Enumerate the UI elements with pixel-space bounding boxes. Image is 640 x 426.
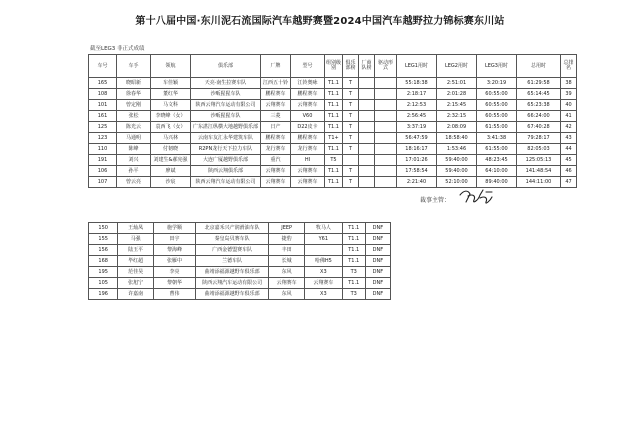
table-cell: 61:55:00 — [477, 144, 517, 155]
table-cell: 110 — [89, 144, 117, 155]
table-cell: 田宇 — [154, 234, 196, 245]
table-cell: T1.1 — [342, 256, 365, 267]
table-cell: DNF — [365, 234, 390, 245]
table-cell — [375, 166, 397, 177]
column-header: 总排名 — [561, 55, 577, 78]
table-cell: 捷豹 — [269, 234, 305, 245]
table-cell: 陕西云翔汽车运动有限公司 — [195, 278, 268, 289]
table-cell: DNF — [365, 267, 390, 278]
table-cell: 车佳颖 — [151, 78, 191, 89]
table-cell: 云翔赛车 — [291, 177, 325, 188]
table-cell: T1.1 — [342, 223, 365, 234]
table-cell: 161 — [89, 111, 117, 122]
column-header: LEG2用时 — [437, 55, 477, 78]
table-cell: T — [343, 111, 359, 122]
table-cell — [375, 155, 397, 166]
table-row — [89, 122, 577, 133]
table-cell — [375, 111, 397, 122]
table-cell: DNF — [365, 278, 390, 289]
table-cell: 沙畈猩猩车队 — [191, 111, 261, 122]
table-cell: T1.1 — [325, 177, 343, 188]
column-header: 车号 — [89, 55, 117, 78]
table-row — [89, 267, 391, 278]
table-cell — [375, 100, 397, 111]
table-cell: 168 — [89, 256, 118, 267]
table-cell: 秦皇岛贝赛车队 — [195, 234, 268, 245]
table-cell: 64:10:00 — [477, 166, 517, 177]
table-cell: 141:48:54 — [517, 166, 561, 177]
table-cell: 45 — [561, 155, 577, 166]
table-cell: 东风 — [269, 289, 305, 300]
table-cell: 60:55:00 — [477, 89, 517, 100]
table-cell — [375, 122, 397, 133]
table-cell: Y61 — [304, 234, 342, 245]
table-cell: X3 — [304, 289, 342, 300]
table-row — [89, 111, 577, 122]
table-row — [89, 278, 391, 289]
table-cell: 鹏程赛车 — [261, 133, 291, 144]
table-cell: 144:11:00 — [517, 177, 561, 188]
table-cell: 李亮 — [154, 267, 196, 278]
table-cell: T — [343, 166, 359, 177]
table-cell: T — [343, 89, 359, 100]
table-cell: 范佳昊 — [118, 267, 154, 278]
table-cell — [359, 100, 375, 111]
table-cell: T3 — [342, 289, 365, 300]
column-header: 厂商队榜 — [359, 55, 375, 78]
table-cell: 张旭宁 — [118, 278, 154, 289]
table-cell: 董红华 — [151, 89, 191, 100]
table-cell: T — [343, 177, 359, 188]
table-cell: 18:58:40 — [437, 133, 477, 144]
table-cell — [375, 133, 397, 144]
table-cell: T1.1 — [325, 89, 343, 100]
table-cell: 3:20:19 — [477, 78, 517, 89]
table-cell: T — [343, 144, 359, 155]
table-cell: 65:23:38 — [517, 100, 561, 111]
table-cell: 2:32:15 — [437, 111, 477, 122]
table-cell: 61:29:58 — [517, 78, 561, 89]
table-cell: T1.1 — [325, 78, 343, 89]
table-cell: 46 — [561, 166, 577, 177]
table-cell: 2:21:40 — [397, 177, 437, 188]
table-cell: T — [343, 133, 359, 144]
table-cell — [359, 89, 375, 100]
column-header: 型号 — [291, 55, 325, 78]
table-cell: 66:24:00 — [517, 111, 561, 122]
table-cell: 云翔赛车 — [291, 100, 325, 111]
table-cell: T5 — [325, 155, 343, 166]
table-row — [89, 100, 577, 111]
table-cell: 44 — [561, 144, 577, 155]
table-row — [89, 166, 577, 177]
table-cell: 东风 — [269, 267, 305, 278]
table-cell: 101 — [89, 100, 117, 111]
table-cell: 云翔赛车 — [269, 278, 305, 289]
table-cell — [359, 78, 375, 89]
table-cell: 82:05:03 — [517, 144, 561, 155]
table-cell: 日产 — [261, 122, 291, 133]
table-cell: 18:16:17 — [397, 144, 437, 155]
table-row — [89, 256, 391, 267]
table-cell: 60:55:00 — [477, 111, 517, 122]
table-row — [89, 234, 391, 245]
table-cell: 曾定刚 — [117, 100, 151, 111]
table-cell: 陕西云翔汽车运动有限公司 — [191, 177, 261, 188]
signature-label: 裁事主管： — [420, 197, 451, 204]
table-cell: 1:53:46 — [437, 144, 477, 155]
table-row — [89, 155, 577, 166]
table-cell: 徐春华 — [117, 89, 151, 100]
table-cell: 106 — [89, 166, 117, 177]
table-cell — [375, 78, 397, 89]
table-cell: 云南车友汇永华建筑车队 — [191, 133, 261, 144]
table-cell: 鹏程赛车 — [291, 133, 325, 144]
table-cell: DNF — [365, 256, 390, 267]
table-cell: 191 — [89, 155, 117, 166]
table-cell: 黎海峰 — [154, 245, 196, 256]
table-cell: DNF — [365, 223, 390, 234]
table-cell: 196 — [89, 289, 118, 300]
column-header: 俱乐部 — [191, 55, 261, 78]
table-cell: T3 — [342, 267, 365, 278]
table-cell: 2:18:17 — [397, 89, 437, 100]
table-cell: 曹伟 — [154, 289, 196, 300]
table-cell: 付韧晓 — [151, 144, 191, 155]
table-cell: 王灿凤 — [118, 223, 154, 234]
table-cell: 陈光云 — [117, 122, 151, 133]
table-cell: 125 — [89, 122, 117, 133]
table-cell: 三菱 — [261, 111, 291, 122]
table-cell: 云翔赛车 — [304, 278, 342, 289]
table-cell: 156 — [89, 245, 118, 256]
table-cell: 123 — [89, 133, 117, 144]
table-cell: 47 — [561, 177, 577, 188]
table-row — [89, 245, 391, 256]
table-cell: 67:40:28 — [517, 122, 561, 133]
table-row — [89, 89, 577, 100]
table-cell: 张雁中 — [154, 256, 196, 267]
table-cell: 兰德车队 — [195, 256, 268, 267]
table-row — [89, 177, 577, 188]
table-cell: 陕西云翔汽车运动有限公司 — [191, 100, 261, 111]
column-header: LEG1用时 — [397, 55, 437, 78]
table-cell: 曲靖添福源越野车俱乐部 — [195, 267, 268, 278]
table-cell: 廖斌 — [151, 166, 191, 177]
table-cell: 陕西云翔俱乐部 — [191, 166, 261, 177]
table-cell: 马强 — [118, 234, 154, 245]
table-cell: 89:40:00 — [477, 177, 517, 188]
table-cell: 42 — [561, 122, 577, 133]
table-cell: 陆玉平 — [118, 245, 154, 256]
table-cell: 刘建生&郝宪强 — [151, 155, 191, 166]
table-cell — [375, 89, 397, 100]
dnf-table — [88, 222, 391, 300]
table-cell: 许嘉南 — [118, 289, 154, 300]
table-cell: JEEP — [269, 223, 305, 234]
table-cell: 云翔赛车 — [291, 166, 325, 177]
table-cell — [304, 245, 342, 256]
table-cell: 43 — [561, 133, 577, 144]
table-cell: T1.1 — [342, 278, 365, 289]
table-cell: DNF — [365, 245, 390, 256]
table-cell: 曲靖添福源越野车俱乐部 — [195, 289, 268, 300]
table-cell: 56:47:59 — [397, 133, 437, 144]
column-header: 总用时 — [517, 55, 561, 78]
table-cell: 125:05:13 — [517, 155, 561, 166]
table-cell: 张松 — [117, 111, 151, 122]
table-cell: 曾云亮 — [117, 177, 151, 188]
table-cell: 105 — [89, 278, 118, 289]
table-cell: 52:10:00 — [437, 177, 477, 188]
table-cell: 59:40:00 — [437, 155, 477, 166]
table-cell: 48:23:45 — [477, 155, 517, 166]
table-cell: 大连广厦越野俱乐部 — [191, 155, 261, 166]
table-cell: 3:41:38 — [477, 133, 517, 144]
table-cell: 广东湛江纵横大地越野俱乐部 — [191, 122, 261, 133]
results-table — [88, 54, 577, 188]
page-title: 第十八届中国·东川泥石流国际汽车越野赛暨2024中国汽车越野拉力锦标赛东川站 — [135, 16, 505, 27]
table-cell: T1.1 — [342, 245, 365, 256]
table-cell: 袁西飞（女） — [151, 122, 191, 133]
table-cell: 广西金德盟赛车队 — [195, 245, 268, 256]
table-cell: T1.1 — [325, 166, 343, 177]
table-cell: 江西五十铃 — [261, 78, 291, 89]
table-cell — [359, 177, 375, 188]
table-cell: X3 — [304, 267, 342, 278]
table-cell — [359, 144, 375, 155]
table-cell — [375, 177, 397, 188]
table-cell: 天亮·南生拉赛车队 — [191, 78, 261, 89]
table-cell: 云翔赛车 — [261, 166, 291, 177]
table-cell: T — [343, 78, 359, 89]
table-cell: 云翔赛车 — [261, 177, 291, 188]
table-cell — [359, 111, 375, 122]
table-cell: 108 — [89, 89, 117, 100]
table-cell: 17:58:54 — [397, 166, 437, 177]
column-header: 领航 — [151, 55, 191, 78]
table-header-row — [89, 55, 577, 78]
column-header: 厂牌 — [261, 55, 291, 78]
table-cell: 鹏程赛车 — [291, 89, 325, 100]
table-cell: HI — [291, 155, 325, 166]
table-cell: 40 — [561, 100, 577, 111]
table-cell — [359, 133, 375, 144]
table-cell: 155 — [89, 234, 118, 245]
table-cell: 沙畈猩猩车队 — [191, 89, 261, 100]
table-cell: 鹏程赛车 — [261, 89, 291, 100]
table-cell: 38 — [561, 78, 577, 89]
table-cell: 沙宸 — [151, 177, 191, 188]
column-header: LEG3用时 — [477, 55, 517, 78]
table-row — [89, 144, 577, 155]
table-cell: 65:14:45 — [517, 89, 561, 100]
table-cell: 165 — [89, 78, 117, 89]
table-cell — [359, 166, 375, 177]
table-cell: T — [343, 122, 359, 133]
table-cell: 61:55:00 — [477, 122, 517, 133]
table-cell: 哈佛H5 — [304, 256, 342, 267]
table-cell: 39 — [561, 89, 577, 100]
table-cell: 2:12:53 — [397, 100, 437, 111]
table-cell: 马文科 — [151, 100, 191, 111]
table-cell: 60:55:00 — [477, 100, 517, 111]
table-cell: 2:08:09 — [437, 122, 477, 133]
table-cell: 马通明 — [117, 133, 151, 144]
table-cell: 江铃奥咏 — [291, 78, 325, 89]
table-cell: 牧马人 — [304, 223, 342, 234]
table-cell: 长城 — [269, 256, 305, 267]
table-cell: T1.1 — [342, 234, 365, 245]
table-cell: V60 — [291, 111, 325, 122]
table-cell: 李晓峰（女） — [151, 111, 191, 122]
table-cell: 150 — [89, 223, 118, 234]
table-cell: 59:40:00 — [437, 166, 477, 177]
signature-icon — [456, 186, 496, 208]
table-row — [89, 133, 577, 144]
table-cell: 17:01:26 — [397, 155, 437, 166]
column-header: 驱动形式 — [375, 55, 397, 78]
table-cell: 晓昭新 — [117, 78, 151, 89]
table-cell: 重汽 — [261, 155, 291, 166]
table-cell: 丰田 — [269, 245, 305, 256]
column-header: 车手 — [117, 55, 151, 78]
table-cell: 79:28:17 — [517, 133, 561, 144]
table-cell: T — [343, 100, 359, 111]
table-cell: T1.1 — [325, 144, 343, 155]
table-cell: 黎朝华 — [154, 278, 196, 289]
table-cell: 龙行赛车 — [291, 144, 325, 155]
table-cell: 2:01:28 — [437, 89, 477, 100]
table-cell: 陈峰 — [117, 144, 151, 155]
column-header: 组别级别 — [325, 55, 343, 78]
table-cell: 施学顺 — [154, 223, 196, 234]
page-subtitle: 截至LEG3 非正式成绩 — [90, 46, 145, 52]
table-cell: 41 — [561, 111, 577, 122]
table-cell: R2PN龙行天下拉力车队 — [191, 144, 261, 155]
table-cell: 孙平 — [117, 166, 151, 177]
table-cell: 毕红超 — [118, 256, 154, 267]
table-cell: T1+ — [325, 133, 343, 144]
table-cell: D22皮卡 — [291, 122, 325, 133]
table-cell — [343, 155, 359, 166]
table-cell: 55:18:38 — [397, 78, 437, 89]
table-cell: 刘兴 — [117, 155, 151, 166]
table-cell — [359, 155, 375, 166]
table-row — [89, 223, 391, 234]
table-cell: 龙行赛车 — [261, 144, 291, 155]
table-cell: 马兴林 — [151, 133, 191, 144]
table-row — [89, 289, 391, 300]
table-cell: T1.1 — [325, 122, 343, 133]
column-header: 俱乐部榜 — [343, 55, 359, 78]
table-cell: T1.1 — [325, 100, 343, 111]
table-cell: 云翔赛车 — [261, 100, 291, 111]
table-cell: 2:56:45 — [397, 111, 437, 122]
table-cell: 195 — [89, 267, 118, 278]
table-cell — [359, 122, 375, 133]
table-cell: 107 — [89, 177, 117, 188]
table-row — [89, 78, 577, 89]
table-cell: DNF — [365, 289, 390, 300]
table-cell: 2:51:01 — [437, 78, 477, 89]
table-cell: T1.1 — [325, 111, 343, 122]
table-cell: 2:15:45 — [437, 100, 477, 111]
table-cell: 北京嘉禾兴产润滑油车队 — [195, 223, 268, 234]
table-cell — [375, 144, 397, 155]
table-cell: 3:37:19 — [397, 122, 437, 133]
